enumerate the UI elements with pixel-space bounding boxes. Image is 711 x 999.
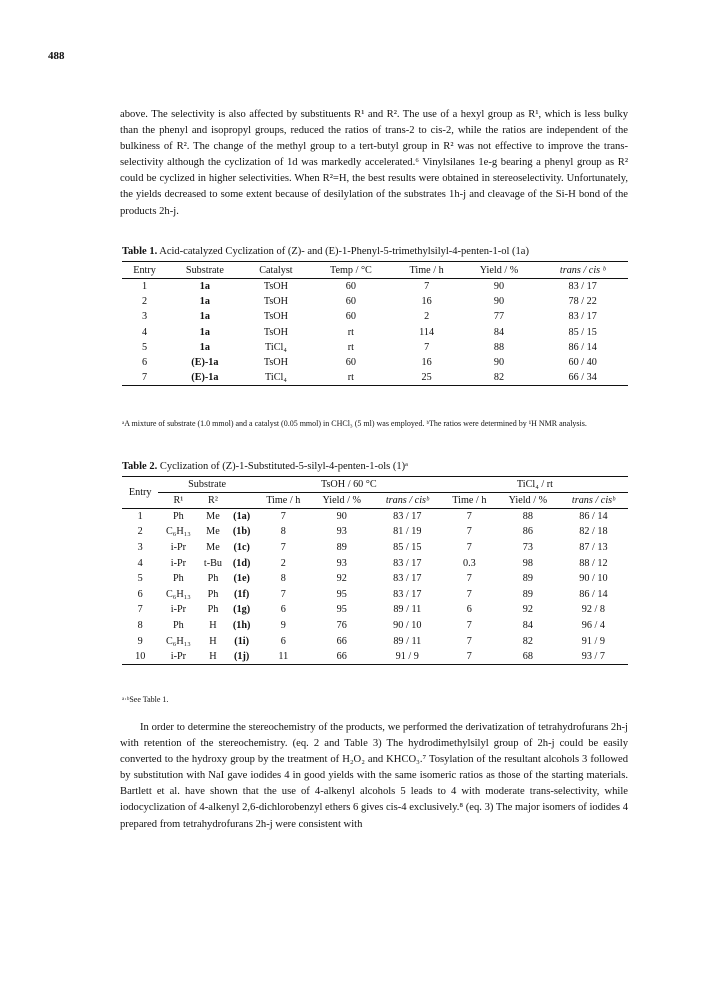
t2-cell: 7 bbox=[466, 619, 472, 631]
table-2-footnote: ᵃ·ᵇSee Table 1. bbox=[122, 695, 169, 704]
t2-header-yield-tsoh: Yield / % bbox=[311, 493, 373, 509]
table-2 bbox=[122, 476, 628, 665]
t2-cell: 91 / 9 bbox=[581, 635, 605, 647]
t2-cell: Me bbox=[206, 511, 220, 523]
t1-cell: 83 / 17 bbox=[568, 311, 597, 323]
t2-cell: 6 bbox=[466, 604, 472, 616]
t2-cell: 95 bbox=[336, 588, 347, 600]
t1-cell: 88 bbox=[493, 341, 505, 353]
t2-cell: 7 bbox=[466, 541, 472, 553]
t2-cell: 89 / 11 bbox=[393, 635, 422, 647]
t2-cell: 82 / 18 bbox=[579, 526, 608, 538]
t2-cell: 89 bbox=[336, 541, 347, 553]
t2-cell: (1c) bbox=[233, 541, 250, 553]
t2-cell: (1i) bbox=[234, 635, 250, 647]
t2-cell: 83 / 17 bbox=[393, 588, 422, 600]
t1-cell: TsOH bbox=[263, 280, 289, 292]
t2-cell: 8 bbox=[137, 619, 143, 631]
t2-cell: Me bbox=[206, 526, 220, 538]
t1-cell: 3 bbox=[142, 311, 148, 323]
t1-header-entry: Entry bbox=[122, 262, 167, 279]
t2-cell: H bbox=[198, 649, 227, 665]
table-row bbox=[122, 555, 628, 571]
t2-cell: 93 bbox=[336, 557, 347, 569]
t2-cell: 91 / 9 bbox=[373, 649, 442, 665]
t2-cell: 92 bbox=[336, 573, 347, 585]
table-1-header-row bbox=[122, 262, 628, 279]
t2-cell: 73 bbox=[522, 541, 533, 553]
t2-header-ratio-ticl4: trans / cisᵇ bbox=[559, 493, 628, 509]
t1-cell: 1a bbox=[199, 341, 210, 353]
table-1-caption bbox=[122, 246, 529, 257]
t2-cell: 83 / 17 bbox=[393, 557, 422, 569]
t1-header-yield: Yield / % bbox=[461, 262, 538, 279]
t2-header-time-tsoh: Time / h bbox=[256, 493, 311, 509]
t1-cell: 1 bbox=[142, 280, 148, 292]
t1-cell: 1a bbox=[199, 280, 210, 292]
t2-cell: 66 bbox=[311, 649, 373, 665]
t2-cell: Ph bbox=[173, 573, 184, 585]
t1-cell: 5 bbox=[142, 341, 148, 353]
table-2-caption bbox=[122, 461, 408, 472]
t1-header-ratio: trans / cis ᵇ bbox=[537, 262, 628, 279]
t1-cell: 7 bbox=[424, 280, 430, 292]
table-row bbox=[122, 540, 628, 556]
t2-cell: Ph bbox=[207, 604, 219, 616]
t2-cell: 8 bbox=[280, 573, 286, 585]
t2-header-r1: R¹ bbox=[158, 493, 198, 509]
table-1-footnote: ᵃA mixture of substrate (1.0 mmol) and a catalyst (0.05 mmol) in CHCl₃ (5 ml) was employed. ᵇThe ratios were determined by ¹H NMR analysis. bbox=[122, 419, 587, 428]
t2-cell: 7 bbox=[280, 588, 286, 600]
t1-cell: 60 bbox=[345, 311, 356, 323]
t1-cell: 16 bbox=[421, 295, 432, 307]
t2-cell: 7 bbox=[466, 526, 472, 538]
t2-cell: 85 / 15 bbox=[393, 541, 422, 553]
t2-cell: 83 / 17 bbox=[393, 511, 422, 523]
t2-cell: i-Pr bbox=[158, 649, 198, 665]
table-row bbox=[122, 309, 628, 324]
t2-cell: 98 bbox=[522, 557, 533, 569]
t1-header-temp: Temp / °C bbox=[309, 262, 392, 279]
table-row bbox=[122, 509, 628, 525]
t2-header-entry: Entry bbox=[122, 477, 158, 509]
t1-cell: TsOH bbox=[263, 326, 289, 338]
t2-cell: 8 bbox=[280, 526, 286, 538]
t1-cell: 114 bbox=[419, 326, 435, 338]
t2-cell: 84 bbox=[522, 619, 533, 631]
t2-cell: 82 bbox=[522, 635, 533, 647]
t2-cell: 3 bbox=[137, 541, 143, 553]
t2-cell: 96 / 4 bbox=[581, 619, 605, 631]
t1-cell: TsOH bbox=[263, 357, 289, 369]
table-2-header-row-1 bbox=[122, 477, 628, 493]
t2-cell: (1a) bbox=[233, 511, 251, 523]
t2-header-ticl4: TiCl₄ / rt bbox=[442, 477, 628, 493]
t2-cell: i-Pr bbox=[170, 557, 187, 569]
t2-cell: H bbox=[209, 619, 217, 631]
t1-cell: 2 bbox=[142, 295, 148, 307]
t2-cell: (1e) bbox=[233, 573, 250, 585]
t1-cell: 78 / 22 bbox=[568, 295, 597, 307]
t1-cell: 1a bbox=[199, 311, 210, 323]
t2-cell: C₆H₁₃ bbox=[166, 526, 191, 538]
table-row bbox=[122, 602, 628, 618]
table-1-body bbox=[122, 279, 628, 386]
t2-cell: 93 / 7 bbox=[559, 649, 628, 665]
t2-cell: H bbox=[209, 635, 217, 647]
table-row bbox=[122, 324, 628, 339]
t2-cell: i-Pr bbox=[170, 604, 187, 616]
body-paragraph-1: above. The selectivity is also affected by substituents R¹ and R². The use of a hexyl group as R¹, which is less bulky than the phenyl and isopropyl groups, reduced the ratios of trans-2 to cis-2, while the ratios are independent of the bulkiness of R². The change of the methyl group to a tert-butyl group in R² was not effective to improve the trans-selectivity although the cyclization of 1d was markedly accelerated.⁶ Vinylsilanes 1e-g bearing a phenyl group as R² could be cyclized in higher selectivities. When R²=H, the best results were obtained in stereoselectivity. Unfortunately, the yields decreased to some extent because of desilylation of the substrates 1h-j and cleavage of the Si-H bond of the products 2h-j. bbox=[120, 109, 628, 217]
t1-header-time: Time / h bbox=[393, 262, 461, 279]
t2-cell: 95 bbox=[336, 604, 347, 616]
t2-cell: 92 / 8 bbox=[581, 604, 605, 616]
t1-cell: 4 bbox=[142, 326, 148, 338]
t1-cell: (E)-1a bbox=[191, 357, 219, 369]
t2-cell: 6 bbox=[137, 588, 143, 600]
t2-cell: 89 / 11 bbox=[393, 604, 422, 616]
t2-header-time-ticl4: Time / h bbox=[442, 493, 497, 509]
t2-cell: 86 bbox=[522, 526, 533, 538]
t2-cell: 86 / 14 bbox=[579, 511, 608, 523]
table-1 bbox=[122, 261, 628, 386]
t2-cell: 10 bbox=[122, 649, 158, 665]
t2-cell: Ph bbox=[173, 619, 184, 631]
page-number: 488 bbox=[48, 50, 65, 62]
t2-cell: 88 bbox=[522, 511, 533, 523]
t1-cell: 60 bbox=[345, 280, 356, 292]
t2-cell: C₆H₁₃ bbox=[166, 588, 191, 600]
table-2-caption-text: Cyclization of (Z)-1-Substituted-5-silyl-4-penten-1-ols (1)ᵃ bbox=[159, 461, 408, 472]
t2-cell: 66 bbox=[336, 635, 347, 647]
t1-cell: TsOH bbox=[263, 295, 289, 307]
t1-header-catalyst: Catalyst bbox=[243, 262, 310, 279]
t1-cell: 16 bbox=[421, 357, 432, 369]
t2-cell: 4 bbox=[137, 557, 143, 569]
t2-cell: (1b) bbox=[232, 526, 251, 538]
t1-cell: 7 bbox=[122, 370, 167, 385]
t1-cell: 90 bbox=[493, 357, 505, 369]
table-row bbox=[122, 618, 628, 634]
t2-header-yield-ticl4: Yield / % bbox=[497, 493, 559, 509]
t2-header-tsoh: TsOH / 60 °C bbox=[256, 477, 442, 493]
table-row bbox=[122, 370, 628, 385]
t2-cell: 2 bbox=[137, 526, 143, 538]
t2-cell: 7 bbox=[442, 649, 497, 665]
t2-cell: 6 bbox=[280, 604, 286, 616]
t1-cell: 90 bbox=[493, 280, 505, 292]
t1-cell: TiCl₄ bbox=[265, 341, 287, 353]
t1-cell: 83 / 17 bbox=[568, 280, 597, 292]
t1-cell: rt bbox=[347, 326, 354, 338]
t1-cell: 86 / 14 bbox=[568, 341, 597, 353]
t2-cell: i-Pr bbox=[170, 541, 187, 553]
t2-header-ratio-tsoh: trans / cisᵇ bbox=[373, 493, 442, 509]
t2-cell: Ph bbox=[207, 588, 219, 600]
t2-cell: 93 bbox=[336, 526, 347, 538]
t2-cell: 7 bbox=[280, 541, 286, 553]
t2-cell: 9 bbox=[137, 635, 143, 647]
t2-cell: 9 bbox=[280, 619, 286, 631]
t2-cell: 7 bbox=[466, 573, 472, 585]
table-2-body bbox=[122, 509, 628, 665]
t2-cell: 90 / 10 bbox=[393, 619, 422, 631]
t2-cell: 7 bbox=[466, 511, 472, 523]
table-row bbox=[122, 571, 628, 587]
t2-header-blank bbox=[228, 493, 256, 509]
t2-cell: Me bbox=[206, 541, 220, 553]
t2-header-r2: R² bbox=[198, 493, 227, 509]
table-1-caption-text: Acid-catalyzed Cyclization of (Z)- and (E)-1-Phenyl-5-trimethylsilyl-4-penten-1-ol (1a) bbox=[159, 246, 529, 257]
t2-cell: 1 bbox=[137, 511, 143, 523]
body-paragraph-2: In order to determine the stereochemistry of the products, we performed the derivatization of tetrahydrofurans 2h-j with retention of the stereochemistry. (eq. 2 and Table 3) The hydrodimethylsilyl group of 2h-j could be easily converted to the hydroxy group by the treatment of H₂O₂ and KHCO₃.⁷ Tosylation of the resultant alcohols 3 followed by substitution with NaI gave iodides 4 in good yields with the same isomeric ratios as those of the starting materials. Bartlett et al. have shown that the use of 4-alkenyl alcohols 5 leads to 4 with moderate trans-selectivity, while iodocyclization of 4-alkenyl 2,6-dichlorobenzyl ethers 6 gives cis-4 exclusively.⁸ (eq. 3) The major isomers of iodides 4 prepared from tetrahydrofurans 2h-j were consistent with bbox=[120, 722, 628, 830]
t2-cell: 90 / 10 bbox=[579, 573, 608, 585]
t1-cell: 66 / 34 bbox=[537, 370, 628, 385]
t1-cell: 90 bbox=[493, 295, 505, 307]
t2-cell: (1d) bbox=[232, 557, 251, 569]
t1-cell: 7 bbox=[424, 341, 430, 353]
t1-cell: rt bbox=[347, 341, 354, 353]
table-row bbox=[122, 340, 628, 355]
t2-cell: 89 bbox=[522, 573, 533, 585]
table-2-header-row-2 bbox=[122, 493, 628, 509]
t1-cell: 1a bbox=[199, 326, 210, 338]
t2-cell: 68 bbox=[497, 649, 559, 665]
t1-cell: 6 bbox=[142, 357, 148, 369]
t1-cell: 77 bbox=[493, 311, 505, 323]
t1-cell: 1a bbox=[199, 295, 210, 307]
table-row bbox=[122, 355, 628, 370]
t2-cell: t-Bu bbox=[203, 557, 223, 569]
t1-cell: 60 / 40 bbox=[568, 357, 597, 369]
t2-cell: Ph bbox=[207, 573, 219, 585]
table-row bbox=[122, 649, 628, 665]
t2-cell: 88 / 12 bbox=[579, 557, 608, 569]
t2-cell: (1j) bbox=[228, 649, 256, 665]
table-2-label: Table 2. bbox=[122, 461, 158, 472]
t1-cell: 60 bbox=[345, 357, 356, 369]
t2-cell: Ph bbox=[173, 511, 184, 523]
t1-cell: 2 bbox=[424, 311, 430, 323]
t2-cell: 0.3 bbox=[462, 557, 476, 569]
t2-cell: 6 bbox=[280, 635, 286, 647]
t2-cell: 7 bbox=[280, 511, 286, 523]
t2-cell: 5 bbox=[137, 573, 143, 585]
t2-cell: C₆H₁₃ bbox=[166, 635, 191, 647]
t2-cell: 90 bbox=[336, 511, 347, 523]
t2-cell: (1h) bbox=[232, 619, 251, 631]
t2-cell: 7 bbox=[466, 635, 472, 647]
t1-header-substrate: Substrate bbox=[167, 262, 243, 279]
t2-cell: 86 / 14 bbox=[579, 588, 608, 600]
t1-cell: 25 bbox=[393, 370, 461, 385]
table-row bbox=[122, 524, 628, 540]
t2-cell: 89 bbox=[522, 588, 533, 600]
t2-cell: 2 bbox=[280, 557, 286, 569]
table-row bbox=[122, 294, 628, 309]
t1-cell: (E)-1a bbox=[167, 370, 243, 385]
t1-cell: rt bbox=[309, 370, 392, 385]
table-row bbox=[122, 279, 628, 294]
t2-cell: 7 bbox=[137, 604, 143, 616]
t1-cell: 82 bbox=[461, 370, 538, 385]
t2-cell: 83 / 17 bbox=[393, 573, 422, 585]
t2-header-substrate: Substrate bbox=[158, 477, 255, 493]
t1-cell: TsOH bbox=[263, 311, 289, 323]
t2-cell: (1f) bbox=[234, 588, 250, 600]
table-row bbox=[122, 633, 628, 649]
t2-cell: 7 bbox=[466, 588, 472, 600]
t2-cell: 81 / 19 bbox=[393, 526, 422, 538]
t2-cell: (1g) bbox=[233, 604, 251, 616]
t1-cell: 60 bbox=[345, 295, 356, 307]
t1-cell: 85 / 15 bbox=[568, 326, 597, 338]
t2-cell: 76 bbox=[336, 619, 347, 631]
t2-cell: 11 bbox=[256, 649, 311, 665]
t1-cell: 84 bbox=[493, 326, 505, 338]
t2-cell: 87 / 13 bbox=[579, 541, 608, 553]
t1-cell: TiCl₄ bbox=[243, 370, 310, 385]
table-1-label: Table 1. bbox=[122, 246, 158, 257]
t2-cell: 92 bbox=[522, 604, 533, 616]
table-row bbox=[122, 586, 628, 602]
